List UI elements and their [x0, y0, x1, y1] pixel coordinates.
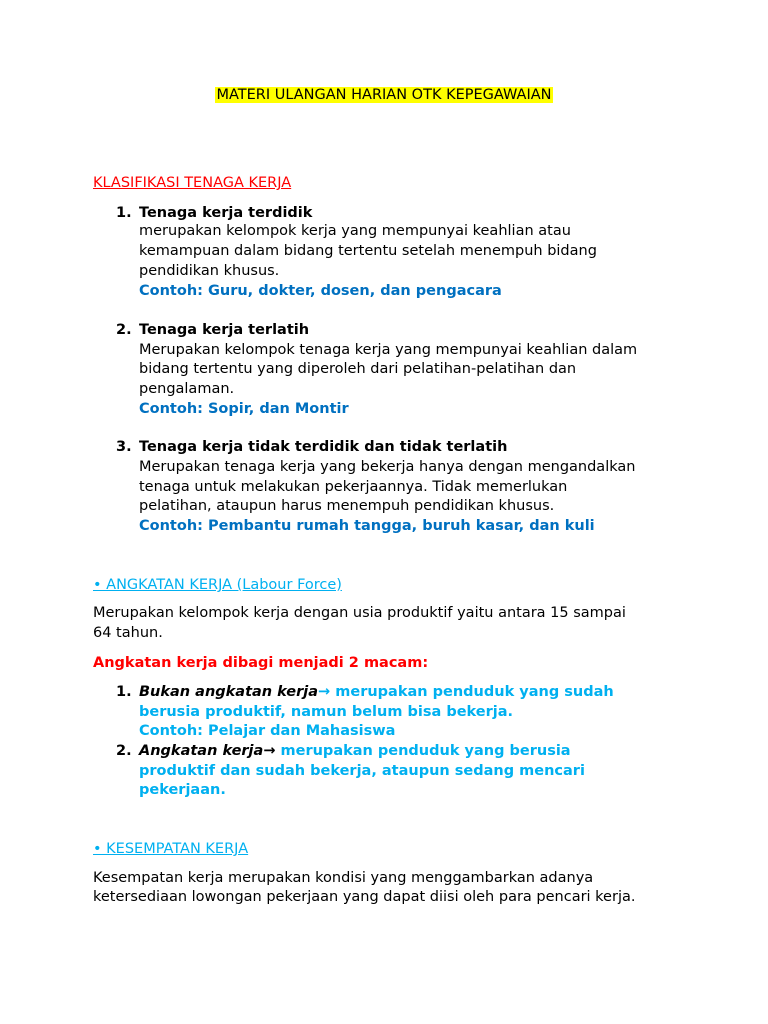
list-item-title: Tenaga kerja terdidik — [139, 205, 313, 221]
list-number: 1. — [116, 684, 132, 700]
list-item-text: pelatihan, ataupun harus menempuh pendidikan khusus. — [139, 498, 555, 514]
list-number: 1. — [116, 205, 132, 221]
paragraph-text: Merupakan kelompok kerja dengan usia produktif yaitu antara 15 sampai — [93, 605, 626, 621]
page-title: MATERI ULANGAN HARIAN OTK KEPEGAWAIAN — [216, 87, 552, 103]
list-item-first-line — [139, 742, 571, 762]
list-number: 3. — [116, 439, 132, 455]
list-item-example: Contoh: Pelajar dan Mahasiswa — [139, 723, 396, 739]
list-item-text: merupakan kelompok kerja yang mempunyai keahlian atau — [139, 223, 571, 239]
list-number: 2. — [116, 322, 132, 338]
subheading: Angkatan kerja dibagi menjadi 2 macam: — [93, 655, 429, 671]
definition: merupakan penduduk yang berusia — [275, 743, 571, 759]
list-item-text: Merupakan tenaga kerja yang bekerja hanya dengan mengandalkan — [139, 459, 636, 475]
definition: merupakan penduduk yang sudah — [330, 684, 614, 700]
list-item-example: Contoh: Pembantu rumah tangga, buruh kasar, dan kuli — [139, 518, 595, 534]
paragraph-text: 64 tahun. — [93, 625, 163, 641]
section-heading-klasifikasi: KLASIFIKASI TENAGA KERJA — [93, 175, 292, 191]
section-heading-angkatan-kerja: • ANGKATAN KERJA (Labour Force) — [93, 577, 342, 593]
term: Bukan angkatan kerja — [139, 684, 319, 700]
section-heading-kesempatan-kerja: • KESEMPATAN KERJA — [93, 841, 249, 857]
list-item-title: Tenaga kerja tidak terdidik dan tidak terlatih — [139, 439, 508, 455]
paragraph-text: Kesempatan kerja merupakan kondisi yang menggambarkan adanya — [93, 870, 594, 886]
term: Angkatan kerja — [139, 743, 264, 759]
list-item-text: pendidikan khusus. — [139, 263, 280, 279]
list-item-text: pengalaman. — [139, 381, 235, 397]
page-title-wrap — [0, 86, 768, 106]
list-item-example: Contoh: Sopir, dan Montir — [139, 401, 349, 417]
list-item-text: pekerjaan. — [139, 782, 226, 798]
list-item-first-line — [139, 683, 614, 703]
list-item-text: tenaga untuk melakukan pekerjaannya. Tidak memerlukan — [139, 479, 568, 495]
arrow-icon: → — [263, 743, 276, 759]
list-item-text: Merupakan kelompok tenaga kerja yang mempunyai keahlian dalam — [139, 342, 638, 358]
list-item-text: kemampuan dalam bidang tertentu setelah menempuh bidang — [139, 243, 597, 259]
list-item-example: Contoh: Guru, dokter, dosen, dan pengacara — [139, 283, 502, 299]
list-item-text: bidang tertentu yang diperoleh dari pelatihan-pelatihan dan — [139, 361, 577, 377]
paragraph-text: ketersediaan lowongan pekerjaan yang dapat diisi oleh para pencari kerja. — [93, 889, 636, 905]
list-number: 2. — [116, 743, 132, 759]
list-item-title: Tenaga kerja terlatih — [139, 322, 310, 338]
list-item-text: berusia produktif, namun belum bisa bekerja. — [139, 704, 514, 720]
list-item-text: produktif dan sudah bekerja, ataupun sedang mencari — [139, 763, 585, 779]
arrow-icon: → — [318, 684, 331, 700]
